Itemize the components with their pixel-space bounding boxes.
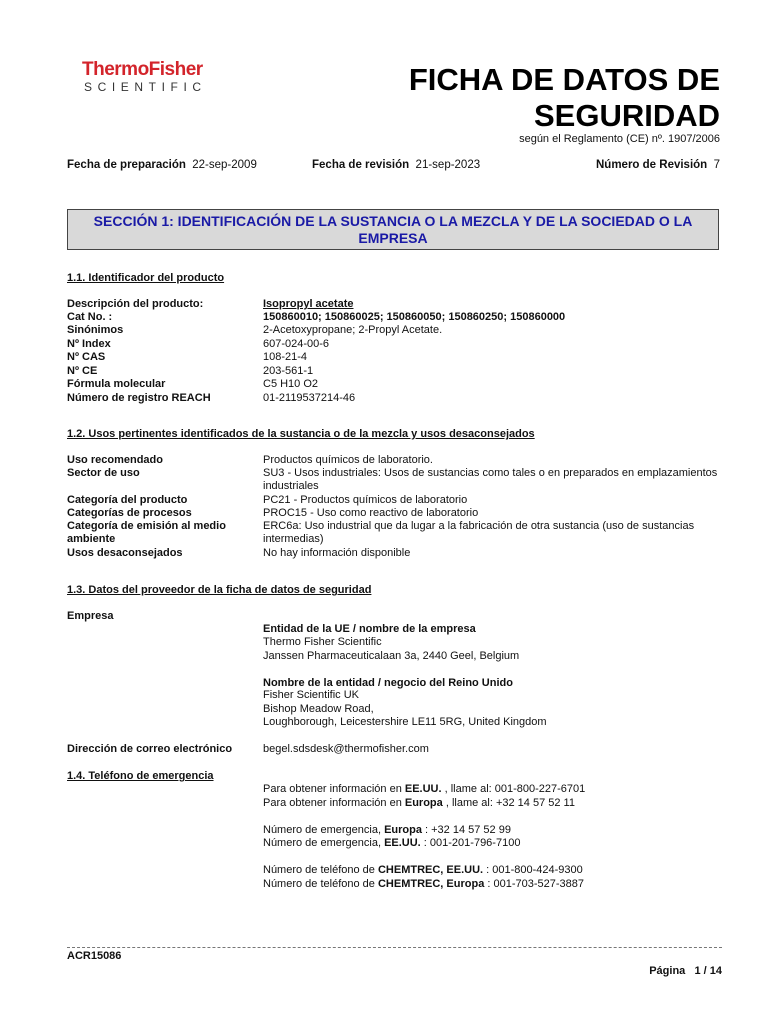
revision-date	[312, 159, 480, 171]
use-sector-value: SU3 - Usos industriales: Usos de sustancias como tales o en preparados en emplazamientos industriales	[263, 467, 718, 492]
eu-entity-address: Janssen Pharmaceuticalaan 3a, 2440 Geel, Belgium	[263, 650, 520, 662]
field-label: Sinónimos	[67, 324, 124, 336]
revision-date-value: 21-sep-2023	[415, 159, 481, 171]
cas-no-value: 108-21-4	[263, 351, 308, 363]
line-text: , llame al: +32 14 57 52 11	[442, 797, 575, 809]
synonyms-value: 2-Acetoxypropane; 2-Propyl Acetate.	[263, 324, 443, 336]
field-label: Nº Index	[67, 338, 111, 350]
uses-advised-against-value: No hay información disponible	[263, 547, 411, 559]
line-text: Para obtener información en	[263, 797, 405, 809]
subsection-1-1-heading: 1.1. Identificador del producto	[67, 272, 225, 284]
environmental-release-value: ERC6a: Uso industrial que da lugar a la fabricación de otra sustancia (uso de sustancias intermedias)	[263, 520, 695, 545]
emergency-line	[263, 878, 723, 891]
line-text: : +32 14 57 52 99	[421, 824, 511, 836]
eu-entity-heading: Entidad de la UE / nombre de la empresa	[263, 623, 476, 635]
field-label: Sector de uso	[67, 467, 140, 479]
index-no-value: 607-024-00-6	[263, 338, 330, 350]
recommended-use-value: Productos químicos de laboratorio.	[263, 454, 433, 466]
thermofisher-logo-subtitle: SCIENTIFIC	[84, 80, 207, 94]
line-text: : 001-201-796-7100	[420, 837, 521, 849]
emergency-line	[263, 824, 723, 837]
line-bold: Europa	[404, 797, 443, 809]
line-bold: CHEMTREC, Europa	[377, 878, 485, 890]
line-text: , llame al: 001-800-227-6701	[441, 783, 586, 795]
cat-no-value: 150860010; 150860025; 150860050; 150860250; 150860000	[263, 311, 566, 323]
line-bold: CHEMTREC, EE.UU.	[377, 864, 484, 876]
line-bold: Europa	[384, 824, 422, 836]
document-title	[409, 62, 720, 134]
line-text: Número de emergencia,	[263, 837, 385, 849]
preparation-date	[67, 159, 257, 171]
field-label: Uso recomendado	[67, 454, 163, 466]
uk-entity-address-1: Bishop Meadow Road,	[263, 703, 374, 715]
page-number	[649, 965, 722, 977]
subsection-1-4-heading: 1.4. Teléfono de emergencia	[67, 770, 214, 782]
field-label: Nº CE	[67, 365, 98, 377]
title-line-2: SEGURIDAD	[533, 98, 720, 133]
uk-entity-name: Fisher Scientific UK	[263, 689, 359, 701]
title-line-1: FICHA DE DATOS DE	[408, 62, 720, 97]
field-label: Cat No. :	[67, 311, 113, 323]
line-text: : 001-703-527-3887	[484, 878, 584, 890]
line-text: Número de emergencia,	[263, 824, 385, 836]
process-category-value: PROC15 - Uso como reactivo de laboratorio	[263, 507, 479, 519]
molecular-formula-value: C5 H10 O2	[263, 378, 319, 390]
document-code: ACR15086	[67, 950, 122, 962]
emergency-line	[263, 864, 723, 877]
line-bold: EE.UU.	[404, 783, 442, 795]
line-bold: EE.UU.	[384, 837, 421, 849]
email-link[interactable]: begel.sdsdesk@thermofisher.com	[263, 743, 429, 755]
emergency-line	[263, 837, 723, 850]
revision-number-value: 7	[713, 159, 720, 171]
page-label: Página	[649, 965, 686, 977]
revision-date-label: Fecha de revisión	[312, 159, 410, 171]
reach-number-value: 01-2119537214-46	[263, 392, 356, 404]
uk-entity-address-2: Loughborough, Leicestershire LE11 5RG, United Kingdom	[263, 716, 547, 728]
field-label: Nº CAS	[67, 351, 106, 363]
email-label: Dirección de correo electrónico	[67, 743, 233, 755]
section-1-heading	[67, 209, 719, 250]
company-label: Empresa	[67, 610, 114, 622]
revision-number-label: Número de Revisión	[596, 159, 708, 171]
preparation-date-label: Fecha de preparación	[67, 159, 186, 171]
footer-divider	[67, 947, 722, 948]
page-value: 1 / 14	[694, 965, 722, 977]
eu-entity-name: Thermo Fisher Scientific	[263, 636, 382, 648]
emergency-line	[263, 783, 723, 796]
ec-no-value: 203-561-1	[263, 365, 314, 377]
field-label: Usos desaconsejados	[67, 547, 183, 559]
section-1-heading-line-1: SECCIÓN 1: IDENTIFICACIÓN DE LA SUSTANCIA O LA MEZCLA Y DE LA SOCIEDAD O LA	[93, 213, 693, 229]
uk-entity-heading: Nombre de la entidad / negocio del Reino Unido	[263, 677, 513, 689]
subsection-1-3-heading: 1.3. Datos del proveedor de la ficha de datos de seguridad	[67, 584, 372, 596]
field-label: Número de registro REACH	[67, 392, 211, 404]
line-text: Para obtener información en	[263, 783, 405, 795]
regulation-reference: según el Reglamento (CE) nº. 1907/2006	[519, 133, 720, 145]
preparation-date-value: 22-sep-2009	[192, 159, 257, 171]
thermofisher-logo: ThermoFisher	[82, 59, 203, 80]
field-label: Categoría del producto	[67, 494, 188, 506]
revision-number	[596, 159, 720, 171]
field-label: Categoría de emisión al medio ambiente	[67, 520, 226, 545]
line-text: : 001-800-424-9300	[483, 864, 583, 876]
product-description-value: Isopropyl acetate	[263, 298, 354, 310]
product-category-value: PC21 - Productos químicos de laboratorio	[263, 494, 468, 506]
line-text: Número de teléfono de	[263, 878, 378, 890]
field-label: Categorías de procesos	[67, 507, 192, 519]
section-1-heading-line-2: EMPRESA	[358, 230, 428, 246]
field-label: Fórmula molecular	[67, 378, 166, 390]
line-text: Número de teléfono de	[263, 864, 378, 876]
subsection-1-2-heading: 1.2. Usos pertinentes identificados de la sustancia o de la mezcla y usos desaconsejados	[67, 428, 535, 440]
emergency-line	[263, 797, 723, 810]
field-label: Descripción del producto:	[67, 298, 204, 310]
